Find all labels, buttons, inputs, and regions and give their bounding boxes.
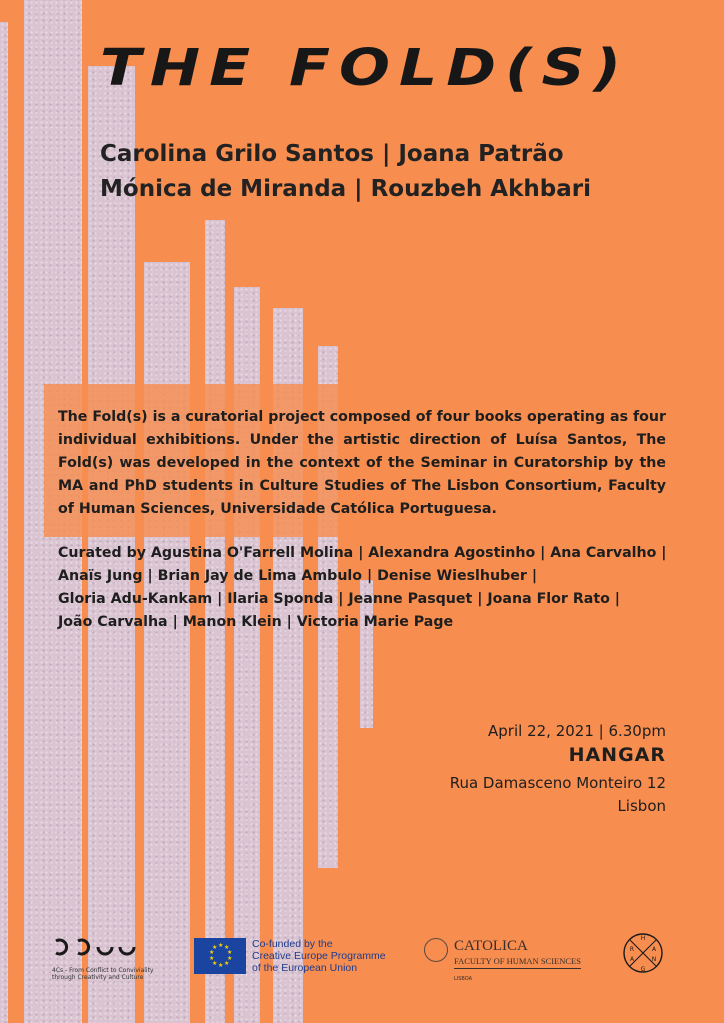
catolica-faculty: FACULTY OF HUMAN SCIENCES — [454, 956, 581, 969]
hangar-letter: A — [651, 946, 657, 953]
hangar-letter: N — [651, 956, 657, 963]
artists-line-2: Mónica de Miranda | Rouzbeh Akhbari — [100, 176, 591, 202]
svg-text:★: ★ — [212, 944, 218, 951]
partner-logos — [0, 930, 724, 990]
svg-text:★: ★ — [209, 949, 215, 956]
svg-text:★: ★ — [212, 960, 218, 967]
fourcs-tagline: 4Cs - From Conflict to Conviviality through Creativity and Culture — [52, 967, 154, 981]
artists-line-1: Carolina Grilo Santos | Joana Patrão — [100, 141, 564, 167]
hangar-letter: R — [629, 946, 635, 953]
event-venue: HANGAR — [568, 744, 666, 766]
svg-text:★: ★ — [224, 944, 230, 951]
curators-line: João Carvalha | Manon Klein | Victoria Marie Page — [58, 614, 454, 630]
decor-bar — [144, 262, 190, 1023]
poster-title: THE FOLD(S) — [100, 38, 631, 98]
svg-text:★: ★ — [224, 960, 230, 967]
svg-text:★: ★ — [209, 955, 215, 962]
event-date-time: April 22, 2021 | 6.30pm — [488, 722, 666, 740]
eu-flag-icon — [194, 938, 246, 974]
eu-text-line: Co-funded by the — [252, 938, 333, 950]
decor-bar — [0, 22, 8, 1023]
event-city: Lisbon — [617, 797, 666, 815]
eu-text-line: of the European Union — [252, 962, 358, 974]
svg-text:★: ★ — [227, 955, 233, 962]
svg-text:★: ★ — [218, 962, 224, 969]
catolica-city: LISBOA — [454, 976, 473, 982]
hangar-letter: A — [629, 956, 635, 963]
catolica-name: CATOLICA — [454, 938, 528, 954]
event-address: Rua Damasceno Monteiro 12 — [449, 774, 666, 792]
hangar-letter: G — [640, 966, 646, 973]
hangar-logo-icon — [622, 932, 664, 974]
curators-list — [58, 542, 688, 634]
project-description: The Fold(s) is a curatorial project composed of four books operating as four individual exhibitions. Under the artistic direction of Luísa Santos, The Fold(s) was developed in the context of the Seminar in Curatorship by the MA and PhD students in Culture Studies of The Lisbon Consortium, Faculty of Human Sciences, Universidade Católica Portuguesa. — [58, 409, 666, 517]
curators-line: Gloria Adu-Kankam | Ilaria Sponda | Jeanne Pasquet | Joana Flor Rato | — [58, 591, 620, 607]
fourcs-mark-icon — [52, 935, 142, 957]
svg-text:★: ★ — [218, 942, 224, 949]
curators-line: Curated by Agustina O'Farrell Molina | Alexandra Agostinho | Ana Carvalho | — [58, 545, 667, 561]
curators-line: Anaïs Jung | Brian Jay de Lima Ambulo | Denise Wieslhuber | — [58, 568, 538, 584]
eu-funding-text — [252, 938, 386, 974]
catolica-seal-icon — [424, 938, 448, 962]
hangar-letter: H — [640, 935, 646, 942]
eu-text-line: Creative Europe Programme — [252, 950, 386, 962]
fourcs-logo — [52, 935, 172, 981]
svg-text:★: ★ — [227, 949, 233, 956]
